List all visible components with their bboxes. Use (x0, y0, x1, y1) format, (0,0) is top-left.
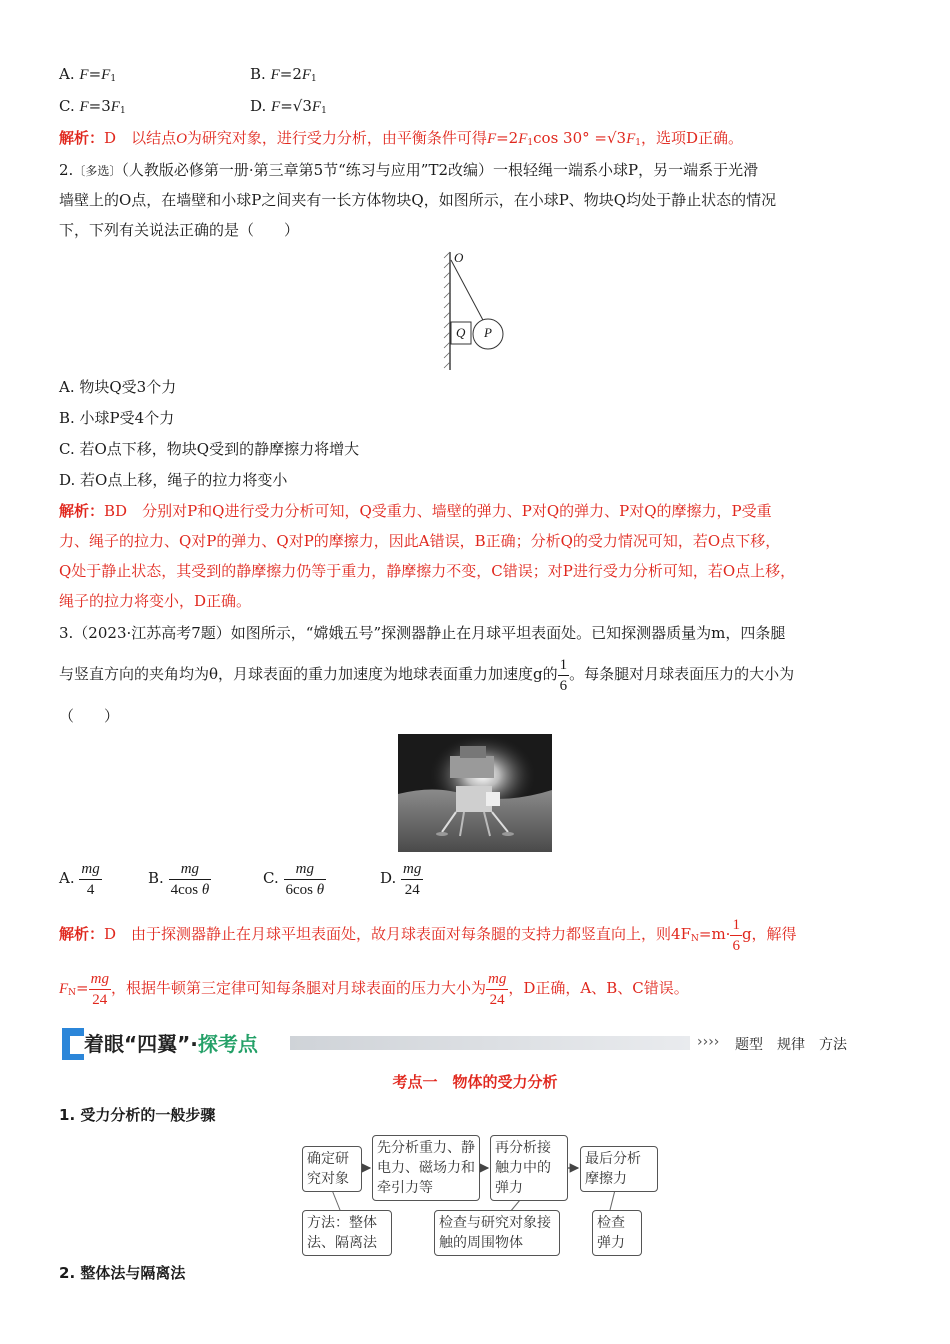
flow-note-3: 检查弹力 (592, 1210, 642, 1256)
lander-photo (398, 734, 552, 852)
q3-option-c: C. $\frac{mg}{\text{6cos θ}}$ (263, 860, 325, 898)
q1-option-a: A. $F=F_1$ (59, 65, 117, 84)
flow-step-3: 再分析接触力中的弹力 (490, 1135, 568, 1201)
flow-note-2: 检查与研究对象接触的周围物体 (434, 1210, 560, 1256)
q2-option-b: B. 小球P受4个力 (59, 409, 175, 427)
q2-answer-line-2: 力、绳子的拉力、Q对P的弹力、Q对P的摩擦力，因此A错误，B正确；分析Q的受力情况可知，若O点下移， (59, 532, 781, 550)
connector-3 (610, 1190, 615, 1210)
q2-line-3: 下，下列有关说法正确的是（ ） (59, 221, 300, 239)
q3-line-2: 与竖直方向的夹角均为θ，月球表面的重力加速度为地球表面重力加速度g的 $\frac{1}{6}$ 。每条腿对月球表面压力的大小为 (59, 656, 795, 694)
flow-step-2: 先分析重力、静电力、磁场力和牵引力等 (372, 1135, 480, 1201)
q1-option-c: C. $F=3F_1$ (59, 97, 126, 116)
q2-line-1: 2.〔多选〕（人教版必修第一册·第三章第5节“练习与应用”T2改编）一根轻绳一端系小球P，另一端系于光滑 (59, 161, 759, 179)
banner-arrows: ›››› (697, 1034, 720, 1050)
q3-answer-line-2: $F_N=$ $\frac{mg}{24}$ ，根据牛顿第三定律可知每条腿对月球表面的压力大小为 $\frac{mg}{24}$ ，D正确，A、B、C错误。 (59, 970, 689, 1008)
fig-label-o: O (454, 250, 464, 265)
q1-option-d: D. $F=√3F_1$ (250, 97, 327, 116)
wall-ball-figure (440, 250, 510, 372)
q3-line-3: （ ） (59, 707, 120, 725)
connector-1 (332, 1190, 340, 1210)
q2-answer-line-3: Q处于静止状态，其受到的静摩擦力仍等于重力，静摩擦力不变，C错误；对P进行受力分析可知，若O点上移， (59, 562, 796, 580)
flow-step-1: 确定研究对象 (302, 1146, 362, 1192)
flow-note-1: 方法：整体法、隔离法 (302, 1210, 392, 1256)
q3-line-1: 3.（2023·江苏高考7题）如图所示，“嫦娥五号”探测器静止在月球平坦表面处。已知探测器质量为m，四条腿 (59, 624, 786, 642)
q3-option-d: D. $\frac{mg}{24}$ (380, 860, 422, 898)
q2-option-d: D. 若O点上移，绳子的拉力将变小 (59, 471, 288, 489)
banner-bar (290, 1036, 690, 1050)
q2-line-2: 墙壁上的O点，在墙壁和小球P之间夹有一长方体物块Q，如图所示，在小球P、物块Q均处于静止状态的情况 (59, 191, 777, 209)
banner-tags: 题型 规律 方法 (735, 1037, 847, 1053)
heading-1: 1. 受力分析的一般步骤 (59, 1106, 216, 1124)
banner-title: 着眼“四翼”·探考点 (84, 1032, 258, 1056)
q3-answer-line-1: 解析：D 由于探测器静止在月球平坦表面处，故月球表面对每条腿的支持力都竖直向上，则$4F_N=m\cdot$ $\frac{1}{6}$ g，解得 (59, 916, 797, 954)
q1-option-b: B. $F=2F_1$ (250, 65, 317, 84)
rope (451, 260, 484, 322)
section-title: 考点一 物体的受力分析 (392, 1073, 558, 1091)
fig-label-q: Q (456, 325, 466, 340)
flow-step-4: 最后分析摩擦力 (580, 1146, 658, 1192)
q2-option-c: C. 若O点下移，物块Q受到的静摩擦力将增大 (59, 440, 360, 458)
q2-answer-line-4: 绳子的拉力将变小，D正确。 (59, 592, 252, 610)
wall (444, 252, 450, 370)
heading-2: 2. 整体法与隔离法 (59, 1264, 186, 1282)
q3-option-b: B. $\frac{mg}{\text{4cos θ}}$ (148, 860, 210, 898)
q2-answer-line-1: 解析：BD 分别对P和Q进行受力分析可知，Q受重力、墙壁的弹力、P对Q的弹力、P对Q的摩擦力，P受重 (59, 502, 772, 520)
q3-option-a: A. $\frac{mg}{4}$ (59, 860, 100, 898)
fig-label-p: P (484, 325, 492, 340)
fraction-one-sixth: $\frac{1}{6}$ (559, 656, 568, 694)
q1-answer: 解析：D 以结点O为研究对象，进行受力分析，由平衡条件可得$F=2F_1\cos$ $30^\circ =√3F_1$，选项D正确。 (59, 129, 744, 148)
q2-option-a: A. 物块Q受3个力 (59, 378, 177, 396)
